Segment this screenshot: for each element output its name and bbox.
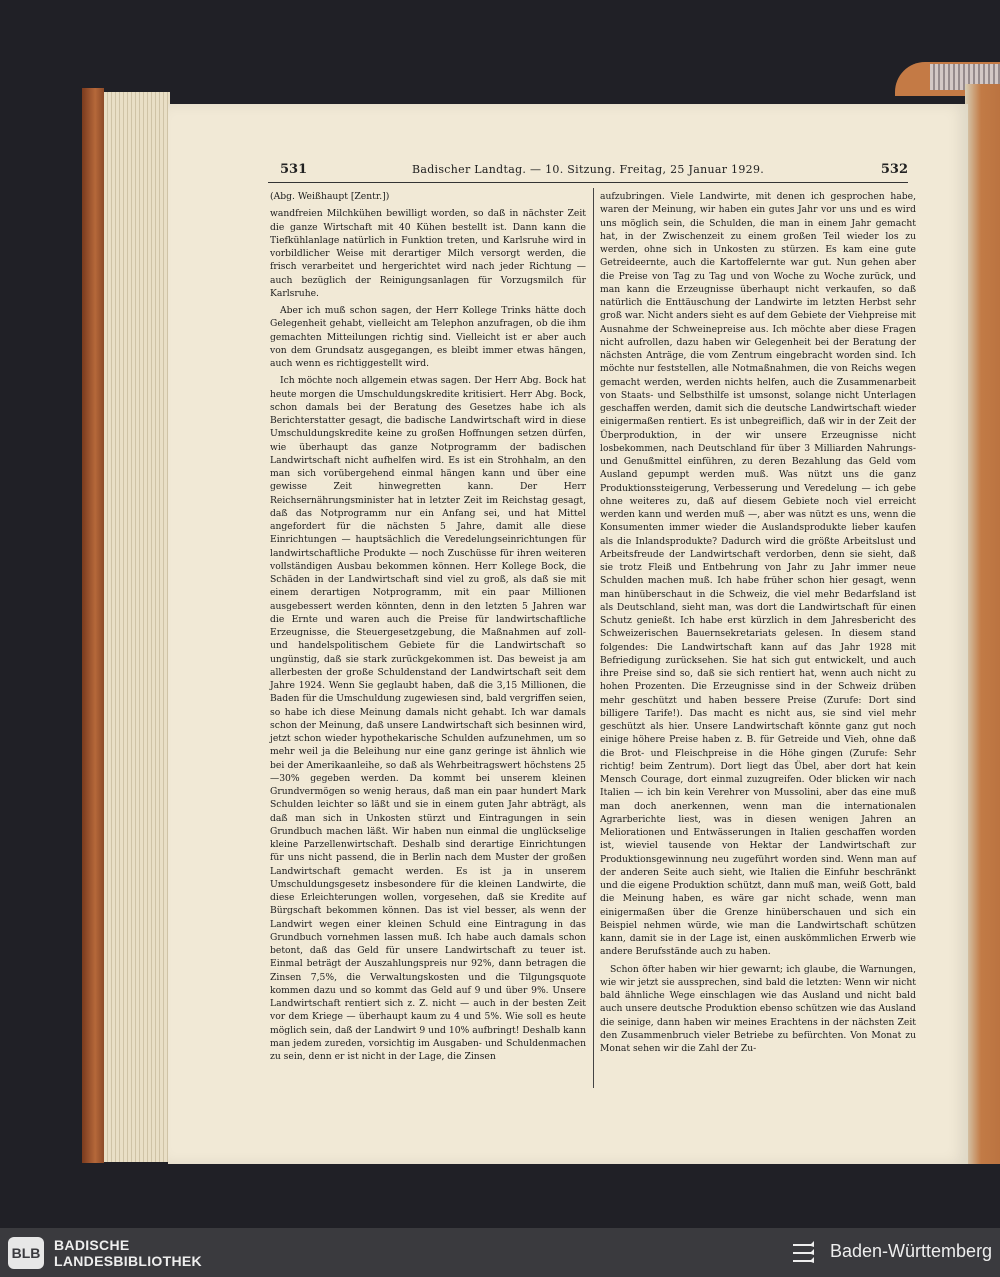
footer-bar <box>0 1228 1000 1277</box>
book-cover-right <box>965 84 1000 1164</box>
column-divider <box>593 188 594 1088</box>
left-column <box>270 190 586 1063</box>
paragraph: wandfreien Milchkühen bewilligt worden, so daß in nächster Zeit die ganze Wirtschaft mit 40 Kühen bestellt ist. Dann kann die Tiefkühlanlage natürlich in Funktion treten, und Karlsruhe wird in vorbildlicher Weise mit derartiger Milch versorgt werden, die frisch verarbeitet und hergerichtet wird nach jeder Richtung — auch bezüglich der Reinigungsanlagen für Vorzugsmilch für Karlsruhe. <box>270 208 586 299</box>
page-number-right: 532 <box>880 162 908 177</box>
paragraph: Schon öfter haben wir hier gewarnt; ich glaube, die Warnungen, wie wir jetzt sie aussprechen, sind bald die letzten: Wenn wir nicht bald ähnliche Wege einschlagen wie das Ausland und nicht bald auch unsere deutsche Produktion ebenso schützen wie das Ausland die seinige, dann haben wir meines Erachtens in der nächsten Zeit den Zusammenbruch vieler Betriebe zu befürchten. Von Monat zu Monat sehen wir die Zahl der Zu- <box>600 963 916 1054</box>
page-header <box>268 162 908 182</box>
library-name-line1: BADISCHE <box>54 1237 130 1253</box>
header-rule <box>268 182 908 183</box>
right-column <box>600 190 916 1055</box>
state-name[interactable]: Baden-Württemberg <box>830 1241 993 1261</box>
paragraph: Aber ich muß schon sagen, der Herr Kollege Trinks hätte doch Gelegenheit gehabt, vielleicht am Telephon anzufragen, ob die ihm gemachten Mitteilungen richtig sind. Vielleicht ist er aber auch von dem Grundsatz ausgegangen, es bleibt immer etwas hängen, auch wenn es richtiggestellt wird. <box>270 305 586 369</box>
lions-coat-of-arms-icon <box>790 1238 820 1268</box>
library-name-line2: LANDESBIBLIOTHEK <box>54 1253 202 1269</box>
paragraph: Ich möchte noch allgemein etwas sagen. Der Herr Abg. Bock hat heute morgen die Umschuldungskredite kritisiert. Herr Abg. Bock, schon damals bei der Beratung des Gesetzes habe ich als Berichterstatter gesagt, die badische Landwirtschaft wird in diese Umschuldungskredite keine zu großen Hoffnungen setzen dürfen, wie überhaupt das ganze Notprogramm der badischen Landwirtschaft nicht aufhelfen wird. Es ist ein Strohhalm, an den man sich vorübergehend einmal hängen kann und über eine gewisse Zeit hinwegretten kann. Der Herr Reichsernährungsminister hat in letzter Zeit im Reichstag gesagt, daß das Notprogramm nur ein Anfang sei, und hat Mittel angefordert für die nächsten 5 Jahre, damit alle diese Einrichtungen — hauptsächlich die Veredelungseinrichtungen für landwirtschaftliche Produkte — noch Zuschüsse für ihren weiteren vollständigen Ausbau bekommen können. Herr Kollege Bock, die Schäden in der Landwirtschaft sind viel zu groß, als daß sie mit einem derartigen Notprogramm, mit ein paar Millionen ausgebessert werden könnten, denn in den letzten 5 Jahren war die Ernte und waren auch die Preise für landwirtschaftliche Erzeugnisse, die Steuergesetzgebung, die Maßnahmen auf zoll- und handelspolitischem Gebiete für die Landwirtschaft so ungünstig, daß sie stark zurückgekommen ist. Das beweist ja am allerbesten der große Schuldenstand der Landwirtschaft seit dem Jahre 1924. Wenn Sie geglaubt haben, daß die 3,15 Millionen, die Baden für die Umschuldung zugewiesen sind, bald vergriffen seien, so habe ich diese Meinung damals nicht gehabt. Ich war damals schon der Meinung, daß unsere Landwirtschaft sich besinnen wird, jetzt schon wieder hypothekarische Schulden aufzunehmen, um so mehr weil ja die Beleihung nur eine ganz geringe ist ähnlich wie bei der Amerikaanleihe, so daß als Wehrbeitragswert höchstens 25—30% gegeben werden. Da kommt bei unserem kleinen Grundvermögen so wenig heraus, daß man ein paar hundert Mark Schulden leichter so läßt und sie in einem guten Jahr abträgt, als daß man sich in Unkosten stürzt und Eintragungen in sein Grundbuch machen läßt. Wir haben nun einmal die unglückselige kleine Parzellenwirtschaft. Deshalb sind derartige Einrichtungen für uns nicht passend, die in Berlin nach dem Muster der großen Landwirtschaft gemacht werden. Es ist ja in unserem Umschuldungsgesetz insbesondere für die kleinen Landwirte, die diese Erleichterungen wollen, vorgesehen, daß sie Kredite auf Bürgschaft bekommen können. Das ist viel besser, als wenn der Landwirt wegen einer kleinen Schuld eine Eintragung in das Grundbuch vornehmen lassen muß. Ich habe auch damals schon betont, daß das Geld für unsere Landwirtschaft zu teuer ist. Einmal beträgt der Auszahlungspreis nur 92%, dann betragen die Zinsen 7,5%, die Verwaltungskosten und die Tilgungsquote kommen dazu und so kommt das Geld auf 9 und über 9%. Unsere Landwirtschaft rentiert sich z. Z. nicht — auch in der besten Zeit vor dem Kriege — überhaupt kaum zu 4 und 5%. Wie soll es heute möglich sein, daß der Landwirt 9 und 10% aufbringt! Deshalb kann man jedem zureden, vorsichtig im Ausgaben- und Schuldenmachen zu sein, denn er ist nicht in der Lage, die Zinsen <box>270 375 586 1062</box>
book-spine-edge <box>82 88 104 1163</box>
paragraph: aufzubringen. Viele Landwirte, mit denen ich gesprochen habe, waren der Meinung, wir haben ein gutes Jahr vor uns und es wird uns möglich sein, die Schulden, die man in einem Jahr gemacht hat, in der Zwischenzeit zu einem großen Teil wieder los zu werden, ohne sich in Unkosten zu stürzen. Es kam eine gute Getreideernte, auch die Kartoffelernte war gut. Nun gehen aber die Preise von Tag zu Tag und von Woche zu Woche zurück, und man kann die Erzeugnisse überhaupt nicht verkaufen, so daß natürlich die Enttäuschung der Landwirte im letzten Herbst sehr groß war. Nicht anders sieht es auf dem Gebiete der Viehpreise mit Ausnahme der Schweinepreise aus. Ich möchte aber diese Fragen nicht aufrollen, dazu haben wir Gelegenheit bei der Beratung der nächsten Anträge, die vom Zentrum eingebracht worden sind. Ich möchte nur feststellen, alle Notmaßnahmen, die von Reichs wegen gemacht werden, werden nichts helfen, auch die Zusammenarbeit von Staats- und Selbsthilfe ist umsonst, solange nicht Unterlagen geschaffen werden, damit sich die deutsche Landwirtschaft wieder einigermaßen rentiert. Es ist unbegreiflich, daß wir in der Zeit der Überproduktion, in der wir unsere Erzeugnisse nicht losbekommen, nach Deutschland für über 3 Milliarden Nahrungs- und Genußmittel einführen, zu deren Bezahlung das Geld vom Ausland gepumpt werden muß. Was nützt uns die ganz Produktionssteigerung, Verbesserung und Veredelung — ich gebe ohne weiteres zu, daß auf diesem Gebiete noch viel erreicht werden kann und werden muß —, aber was nützt es uns, wenn die Konsumenten immer wieder die Auslandsprodukte lieber kaufen als die Inlandsprodukte? Dadurch wird die größte Arbeitslust und Arbeitsfreude der Landwirtschaft verdorben, denn sie sieht, daß sie trotz Fleiß und Entbehrung von Jahr zu Jahr immer neue Schulden machen muß. Ich habe früher schon hier gesagt, wenn man hinüberschaut in die Schweiz, die viel mehr Bedarfsland ist als Deutschland, sieht man, was dort die Landwirtschaft für einen Schutz genießt. Ich habe erst kürzlich in dem Jahresbericht des Schweizerischen Bauernsekretariats gelesen. In diesem stand folgendes: Die Landwirtschaft kann auf das Jahr 1928 mit Befriedigung zurücksehen. Sie hat sich gut entwickelt, und auch ihre Preise sind so, daß sie sich rentiert hat, wenn auch nicht zu hohen Prozenten. Die Erzeugnisse sind in der Schweiz drüben mehr geschützt und haben bessere Preise (Zurufe: Dort sind billigere Tarife!). Das macht es nicht aus, sie sind viel mehr geschützt als hier. Unsere Landwirtschaft könnte ganz gut noch einige höhere Preise haben z. B. für Getreide und Vieh, ohne daß die Brot- und Fleischpreise in die Höhe gingen (Zurufe: Sehr richtig! beim Zentrum). Dort liegt das Übel, aber dort hat kein Mensch Courage, dort einmal zuzugreifen. Oder blicken wir nach Italien — ich bin kein Verehrer von Mussolini, aber das eine muß man doch anerkennen, wenn man die internationalen Agrarberichte liest, was in diesen wenigen Jahren an Meliorationen und Entwässerungen in Italien geschaffen worden ist, wieviel tausende von Hektar der Landwirtschaft zur Produktionsgewinnung neu zugeführt worden sind. Wenn man auf der anderen Seite auch sieht, wie Italien die Einfuhr beschränkt und die eigene Produktion schützt, dann muß man, weiß Gott, bald die Meinung haben, es wäre gar nicht schade, wenn man einigermaßen über die Grenze hinüberschauen und sich ein Beispiel nehmen würde, wie man die Landwirtschaft schützen kann, damit sie in der Lage ist, einen auskömmlichen Erwerb wie andere Berufsstände auch zu haben. <box>600 191 916 958</box>
speaker-note: (Abg. Weißhaupt [Zentr.]) <box>270 191 390 202</box>
blb-logo[interactable]: BLB <box>8 1237 44 1269</box>
running-title: Badischer Landtag. — 10. Sitzung. Freitag, 25 Januar 1929. <box>411 163 765 176</box>
page-number-left: 531 <box>280 162 308 177</box>
library-name[interactable] <box>54 1237 202 1269</box>
page-stack <box>104 92 170 1162</box>
